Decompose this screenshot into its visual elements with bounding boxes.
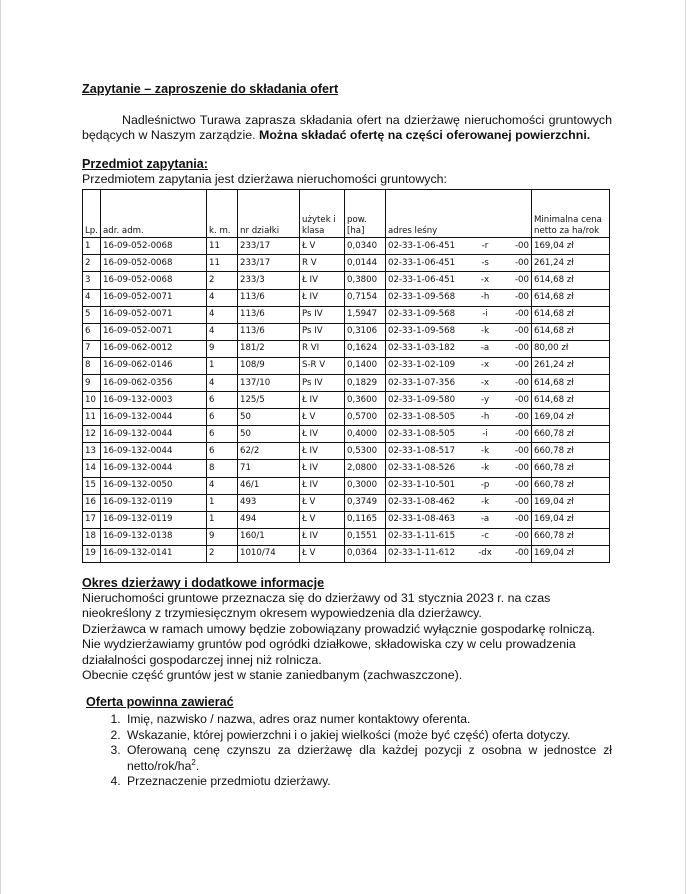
cell-nr: 494 [238,511,300,528]
cell-adr: 16-09-052-0068 [101,272,207,289]
forest-address [388,480,529,491]
cell-adr: 16-09-132-0044 [101,426,207,443]
cell-nr: 113/6 [238,323,300,340]
forest-address [388,531,529,542]
forest-address-part: -y [481,394,490,405]
forest-address-part: -k [480,462,490,473]
forest-address-part: -00 [514,309,529,320]
cell-adres [386,306,532,323]
forest-address-part: 02-33-1-10-501 [388,480,456,491]
cell-pow: 0,0144 [345,255,386,272]
cell-adres [386,511,532,528]
forest-address-part: 02-33-1-09-568 [388,292,456,303]
intro-bold-text: Można składać ofertę na części oferowanej powierzchni. [259,128,591,143]
forest-address-part: -00 [514,394,529,405]
cell-adr: 16-09-132-0044 [101,460,207,477]
forest-address [388,429,529,440]
cell-cena: 660,78 zł [532,460,610,477]
forest-address-part: 02-33-1-08-462 [388,497,456,508]
cell-nr: 125/5 [238,392,300,409]
cell-km: 2 [207,272,238,289]
cell-nr: 71 [238,460,300,477]
cell-pow: 0,1829 [345,374,386,391]
cell-klasa: Ł IV [300,392,345,409]
table-header-row [83,190,610,238]
cell-klasa: Ps IV [300,374,345,391]
cell-adres [386,392,532,409]
table-body [83,238,610,563]
cell-klasa: Ł V [300,545,345,562]
cell-lp: 1 [83,238,101,255]
forest-address-part: -x [480,377,490,388]
list-item: 2. Wskazanie, której powierzchni i o jakiej wielkości (może być część) oferta dotyczy. [124,728,612,743]
cell-nr: 233/17 [238,238,300,255]
cell-lp: 15 [83,477,101,494]
cell-cena: 80,00 zł [532,340,610,357]
table-row [83,477,610,494]
cell-klasa: Ps IV [300,306,345,323]
list-item [124,743,612,774]
cell-adres [386,460,532,477]
cell-pow: 0,3800 [345,272,386,289]
cell-adres [386,272,532,289]
cell-klasa: R V [300,255,345,272]
cell-adr: 16-09-132-0138 [101,528,207,545]
superscript: 2 [191,757,196,767]
cell-pow: 0,0364 [345,545,386,562]
cell-adr: 16-09-062-0356 [101,374,207,391]
cell-adres [386,323,532,340]
forest-address [388,378,529,389]
cell-nr: 181/2 [238,340,300,357]
forest-address-part: -dx [478,548,492,559]
table-row [83,255,610,272]
lease-paragraph-1: Nieruchomości gruntowe przeznacza się do dzierżawy od 31 stycznia 2023 r. na czas nieokreślony z trzymiesięcznym okresem wypowiedzenia dla dzierżawcy. [82,591,551,621]
forest-address-part: 02-33-1-08-463 [388,514,456,525]
forest-address-part: 02-33-1-06-451 [388,257,456,268]
plots-table [82,189,610,563]
cell-klasa: Ł IV [300,272,345,289]
cell-adr: 16-09-052-0071 [101,306,207,323]
cell-adr: 16-09-062-0146 [101,357,207,374]
cell-adr: 16-09-132-0044 [101,409,207,426]
list-item: 1. Imię, nazwisko / nazwa, adres oraz numer kontaktowy oferenta. [124,712,612,727]
forest-address-part: -00 [514,240,529,251]
cell-pow: 0,3106 [345,323,386,340]
forest-address-part: -00 [514,411,529,422]
cell-klasa: Ł IV [300,477,345,494]
cell-adr: 16-09-132-0119 [101,511,207,528]
forest-address-part: 02-33-1-03-182 [388,343,456,354]
cell-cena: 660,78 zł [532,443,610,460]
cell-klasa: Ł V [300,494,345,511]
cell-pow: 2,0800 [345,460,386,477]
cell-adr: 16-09-132-0141 [101,545,207,562]
col-header-cena: Minimalna cena netto za ha/rok [532,190,610,238]
forest-address-part: 02-33-1-09-568 [388,309,456,320]
lease-paragraph-2: Dzierżawca w ramach umowy będzie zobowiązany prowadzić wyłącznie gospodarkę rolniczą. Nie wydzierżawiamy gruntów pod ogródki działkowe, składowiska czy w celu prowadzenia działalności gospodarczej innej niż rolnicza. [82,621,596,667]
forest-address [388,275,529,286]
cell-lp: 14 [83,460,101,477]
cell-km: 4 [207,289,238,306]
forest-address-part: -00 [514,480,529,491]
forest-address [388,514,529,525]
cell-cena: 261,24 zł [532,357,610,374]
table-row [83,511,610,528]
cell-cena: 614,68 zł [532,289,610,306]
cell-cena: 660,78 zł [532,426,610,443]
cell-klasa: Ł V [300,511,345,528]
cell-km: 9 [207,340,238,357]
forest-address-part: 02-33-1-08-526 [388,462,456,473]
col-header-lp: Lp. [83,190,101,238]
forest-address [388,326,529,337]
forest-address-part: -p [480,480,490,491]
cell-adres [386,374,532,391]
forest-address [388,412,529,423]
cell-lp: 2 [83,255,101,272]
cell-km: 4 [207,374,238,391]
cell-km: 4 [207,306,238,323]
forest-address-part: -s [481,257,489,268]
cell-adres [386,545,532,562]
cell-lp: 7 [83,340,101,357]
table-row [83,494,610,511]
offer-heading: Oferta powinna zawierać [86,695,234,710]
cell-km: 1 [207,494,238,511]
col-header-uzytek: użytek i klasa [300,190,345,238]
cell-pow: 0,3000 [345,477,386,494]
cell-nr: 493 [238,494,300,511]
forest-address-part: -h [480,292,490,303]
cell-adr: 16-09-052-0071 [101,289,207,306]
forest-address-part: 02-33-1-02-109 [388,360,456,371]
cell-lp: 11 [83,409,101,426]
cell-klasa: Ł V [300,409,345,426]
cell-cena: 614,68 zł [532,323,610,340]
cell-nr: 50 [238,426,300,443]
table-row [83,460,610,477]
cell-lp: 3 [83,272,101,289]
forest-address [388,241,529,252]
col-header-pow: pow. [ha] [345,190,386,238]
cell-klasa: Ł V [300,238,345,255]
cell-lp: 12 [83,426,101,443]
forest-address-part: -00 [514,428,529,439]
col-header-adres: adres leśny [386,190,532,238]
col-header-km: k. m. [207,190,238,238]
cell-km: 6 [207,409,238,426]
lease-paragraph-3: Obecnie część gruntów jest w stanie zaniedbanym (zachwaszczone). [82,668,463,683]
forest-address-part: -00 [514,445,529,456]
cell-km: 6 [207,443,238,460]
cell-cena: 261,24 zł [532,255,610,272]
cell-cena: 614,68 zł [532,374,610,391]
cell-nr: 62/2 [238,443,300,460]
table-row [83,528,610,545]
forest-address-part: -k [480,326,490,337]
forest-address-part: -00 [514,343,529,354]
forest-address [388,258,529,269]
cell-lp: 5 [83,306,101,323]
forest-address-part: -00 [514,514,529,525]
cell-km: 1 [207,511,238,528]
cell-km: 6 [207,426,238,443]
cell-cena: 169,04 zł [532,238,610,255]
forest-address-part: 02-33-1-09-580 [388,394,456,405]
table-row [83,374,610,391]
col-header-adr: adr. adm. [101,190,207,238]
cell-km: 11 [207,255,238,272]
cell-adres [386,289,532,306]
table-row [83,426,610,443]
forest-address-part: -a [480,514,490,525]
cell-adr: 16-09-132-0003 [101,392,207,409]
lease-heading: Okres dzierżawy i dodatkowe informacje [82,576,325,590]
forest-address-part: -00 [514,274,529,285]
cell-adr: 16-09-062-0012 [101,340,207,357]
cell-pow: 0,5700 [345,409,386,426]
cell-pow: 1,5947 [345,306,386,323]
cell-lp: 17 [83,511,101,528]
table-row [83,289,610,306]
forest-address-part: -00 [514,531,529,542]
table-row [83,238,610,255]
cell-pow: 0,1165 [345,511,386,528]
cell-km: 6 [207,392,238,409]
list-item: 4. Przeznaczenie przedmiotu dzierżawy. [124,774,612,789]
cell-nr: 46/1 [238,477,300,494]
table-row [83,323,610,340]
cell-pow: 0,1551 [345,528,386,545]
cell-adres [386,528,532,545]
cell-adres [386,477,532,494]
cell-km: 2 [207,545,238,562]
cell-cena: 660,78 zł [532,528,610,545]
cell-cena: 169,04 zł [532,511,610,528]
cell-nr: 50 [238,409,300,426]
forest-address-part: 02-33-1-08-505 [388,411,456,422]
forest-address-part: 02-33-1-06-451 [388,240,456,251]
cell-adres [386,426,532,443]
cell-pow: 0,5300 [345,443,386,460]
cell-adres [386,357,532,374]
cell-adr: 16-09-132-0044 [101,443,207,460]
forest-address-part: 02-33-1-09-568 [388,326,456,337]
forest-address-part: -k [480,497,490,508]
subject-text: Przedmiotem zapytania jest dzierżawa nieruchomości gruntowych: [82,171,447,186]
table-row [83,306,610,323]
forest-address [388,548,529,559]
cell-km: 9 [207,528,238,545]
cell-cena: 169,04 zł [532,545,610,562]
cell-klasa: Ł IV [300,426,345,443]
cell-lp: 4 [83,289,101,306]
intro-paragraph [82,113,612,144]
col-header-nr: nr działki [238,190,300,238]
forest-address [388,463,529,474]
cell-adr: 16-09-052-0068 [101,238,207,255]
table-row [83,392,610,409]
forest-address [388,360,529,371]
cell-klasa: R VI [300,340,345,357]
cell-lp: 9 [83,374,101,391]
cell-lp: 13 [83,443,101,460]
table-row [83,340,610,357]
cell-lp: 16 [83,494,101,511]
cell-klasa: Ł IV [300,528,345,545]
forest-address [388,497,529,508]
document-title: Zapytanie – zaproszenie do składania ofert [82,82,339,96]
list-item-text: Oferowaną cenę czynszu za dzierżawę dla każdej pozycji z osobna w jednostce zł netto/rok/ha [127,743,612,773]
table-row [83,357,610,374]
cell-cena: 169,04 zł [532,409,610,426]
intro-text: Nadleśnictwo Turawa zaprasza składania ofert na dzierżawę nieruchomości gruntowych będących w Naszym zarządzie. [82,113,612,143]
cell-klasa: Ł IV [300,460,345,477]
forest-address-part: -x [480,360,490,371]
cell-pow: 0,4000 [345,426,386,443]
forest-address-part: -00 [514,326,529,337]
cell-cena: 614,68 zł [532,392,610,409]
forest-address-part: 02-33-1-06-451 [388,274,456,285]
table-row [83,272,610,289]
forest-address [388,446,529,457]
cell-adres [386,494,532,511]
cell-nr: 137/10 [238,374,300,391]
forest-address-part: -h [480,411,490,422]
forest-address [388,309,529,320]
cell-pow: 0,3600 [345,392,386,409]
cell-pow: 0,1624 [345,340,386,357]
forest-address-part: -k [480,445,490,456]
forest-address-part: -00 [514,462,529,473]
cell-adres [386,409,532,426]
forest-address-part: 02-33-1-07-356 [388,377,456,388]
cell-nr: 233/17 [238,255,300,272]
forest-address-part: 02-33-1-08-505 [388,428,456,439]
cell-klasa: Ps IV [300,323,345,340]
cell-adres [386,238,532,255]
cell-lp: 19 [83,545,101,562]
cell-pow: 0,3749 [345,494,386,511]
cell-nr: 108/9 [238,357,300,374]
cell-adr: 16-09-052-0068 [101,255,207,272]
cell-adres [386,443,532,460]
cell-nr: 233/3 [238,272,300,289]
forest-address-part: -00 [514,497,529,508]
cell-klasa: S-R V [300,357,345,374]
table-row [83,443,610,460]
cell-nr: 160/1 [238,528,300,545]
list-item-tail: . [195,758,200,773]
cell-cena: 614,68 zł [532,272,610,289]
cell-km: 4 [207,477,238,494]
cell-adr: 16-09-132-0119 [101,494,207,511]
cell-lp: 10 [83,392,101,409]
cell-pow: 0,0340 [345,238,386,255]
cell-pow: 0,7154 [345,289,386,306]
forest-address-part: -00 [514,377,529,388]
cell-km: 4 [207,323,238,340]
table-row [83,409,610,426]
table-row [83,545,610,562]
cell-cena: 614,68 zł [532,306,610,323]
cell-km: 1 [207,357,238,374]
forest-address-part: 02-33-1-11-612 [388,548,456,559]
cell-km: 8 [207,460,238,477]
forest-address-part: 02-33-1-11-615 [388,531,456,542]
forest-address-part: -x [480,274,490,285]
cell-adr: 16-09-132-0050 [101,477,207,494]
forest-address [388,292,529,303]
forest-address-part: -i [482,309,488,320]
forest-address-part: -00 [514,548,529,559]
forest-address-part: 02-33-1-08-517 [388,445,456,456]
cell-nr: 113/6 [238,306,300,323]
cell-adr: 16-09-052-0071 [101,323,207,340]
forest-address-part: -00 [514,257,529,268]
forest-address-part: -r [481,240,489,251]
forest-address-part: -00 [514,292,529,303]
cell-klasa: Ł IV [300,443,345,460]
cell-pow: 0,1400 [345,357,386,374]
cell-adres [386,255,532,272]
cell-lp: 18 [83,528,101,545]
forest-address-part: -00 [514,360,529,371]
cell-km: 11 [207,238,238,255]
cell-cena: 660,78 zł [532,477,610,494]
cell-nr: 113/6 [238,289,300,306]
cell-lp: 6 [83,323,101,340]
forest-address-part: -i [482,428,488,439]
offer-requirements-list [82,712,612,789]
forest-address [388,343,529,354]
forest-address-part: -c [481,531,489,542]
cell-klasa: Ł IV [300,289,345,306]
forest-address [388,395,529,406]
subject-heading: Przedmiot zapytania: [82,156,208,171]
cell-nr: 1010/74 [238,545,300,562]
cell-lp: 8 [83,357,101,374]
forest-address-part: -a [480,343,490,354]
cell-adres [386,340,532,357]
document-body [82,82,612,789]
cell-cena: 169,04 zł [532,494,610,511]
